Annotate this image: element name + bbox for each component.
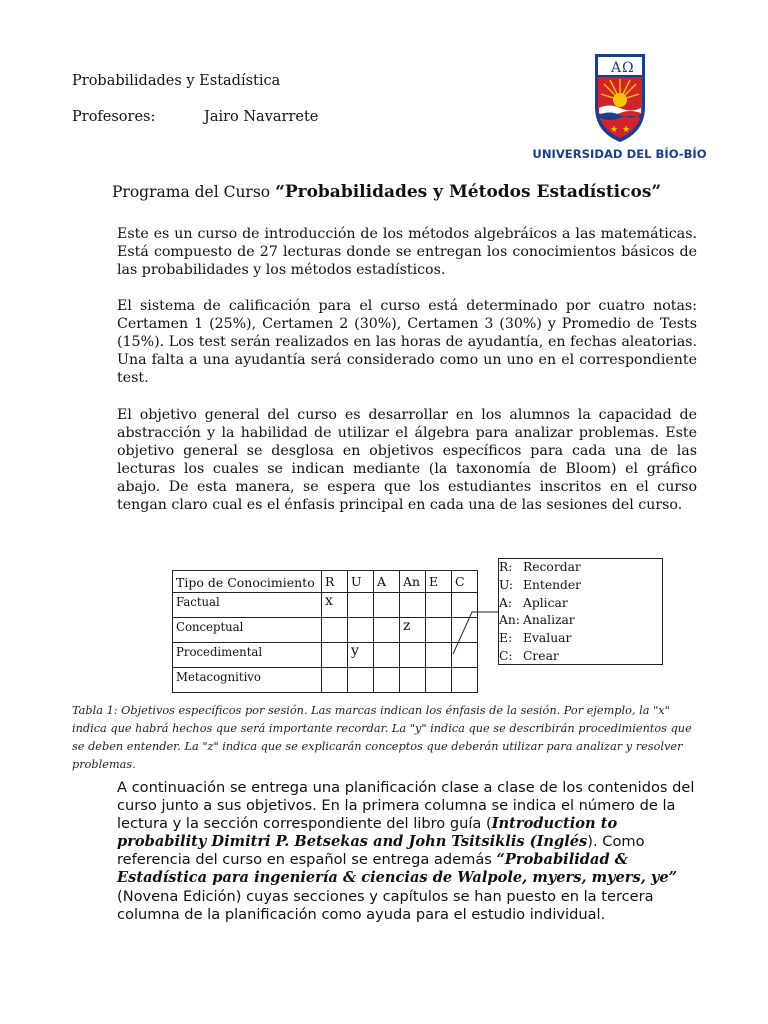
objective-paragraph: El objetivo general del curso es desarrollar en los alumnos la capacidad de abstracción y la habilidad de utilizar el álgebra para analizar problemas. Este objetivo general se desglosa en objetivos específicos para cada una de las lecturas los cuales se indican mediante (la taxonomía de Bloom) el gráfico abajo. De esta manera, se espera que los estudiantes inscritos en el curso tengan claro cual es el énfasis principal en cada una de las sesiones del curso. xyxy=(117,407,697,514)
row-label: Metacognitivo xyxy=(173,668,322,693)
shield-icon xyxy=(532,52,707,144)
table-cell xyxy=(322,618,348,643)
table-cell xyxy=(426,593,452,618)
table-cell xyxy=(400,593,426,618)
legend-value: Analizar xyxy=(523,613,575,628)
legend-box xyxy=(498,558,663,665)
legend-key: R: xyxy=(499,560,513,574)
program-title-prefix: Programa del Curso xyxy=(112,183,276,201)
program-title xyxy=(112,182,661,202)
table-row xyxy=(173,618,478,643)
legend-key: A: xyxy=(499,595,513,610)
row-label: Conceptual xyxy=(173,618,322,643)
legend-key: C: xyxy=(499,648,513,663)
table-cell xyxy=(374,618,400,643)
table-row xyxy=(173,643,478,668)
table-cell xyxy=(452,668,478,693)
legend-value: Aplicar xyxy=(523,595,568,610)
professor-name: Jairo Navarrete xyxy=(204,109,319,125)
row-label: Factual xyxy=(173,593,322,618)
planning-text: A continuación se entrega una planificación clase a clase de los contenidos del curso junto a sus objetivos. En la primera columna se indica el número de la lectura y la sección correspondiente del libro guía ( xyxy=(117,779,695,833)
legend-item xyxy=(499,595,662,613)
table-cell xyxy=(374,668,400,693)
row-label: Procedimental xyxy=(173,643,322,668)
guide-book-title: Introduction to probability Dimitri P. Betsekas and John Tsitsiklis (Inglés xyxy=(117,815,618,851)
legend-item xyxy=(499,630,662,648)
legend-item xyxy=(499,577,662,595)
table-cell: z xyxy=(400,618,426,643)
legend-item xyxy=(499,612,662,630)
table-cell: y xyxy=(348,643,374,668)
table-cell xyxy=(426,668,452,693)
legend-item xyxy=(499,648,662,666)
table-cell xyxy=(374,593,400,618)
planning-text: ). Como referencia del curso en español se entrega además xyxy=(117,833,645,869)
intro-paragraph: Este es un curso de introducción de los métodos algebráicos a las matemáticas. Está compuesto de 27 lecturas donde se entregan los conocimientos básicos de las probabilidades y los métodos estadísticos. xyxy=(117,226,697,279)
planning-paragraph xyxy=(117,779,697,924)
legend-value: Crear xyxy=(523,648,559,663)
table-cell xyxy=(348,668,374,693)
university-name: UNIVERSIDAD DEL BÍO-BÍO xyxy=(532,147,707,161)
svg-text:★: ★ xyxy=(610,125,619,135)
table-cell xyxy=(322,643,348,668)
university-logo xyxy=(532,52,707,164)
grading-paragraph: El sistema de calificación para el curso está determinado por cuatro notas: Certamen 1 (25%), Certamen 2 (30%), Certamen 3 (30%) y Promedio de Tests (15%). Los test serán realizados en las horas de ayudantía, en fechas aleatorias. Una falta a una ayudantía será considerado como un uno en el correspondiente test. xyxy=(117,298,697,387)
professors-label: Profesores: xyxy=(72,109,156,125)
table-header-cell: R xyxy=(322,571,348,593)
legend-value: Evaluar xyxy=(523,631,572,646)
table-cell xyxy=(348,618,374,643)
table-cell xyxy=(400,643,426,668)
table-row xyxy=(173,593,478,618)
table-cell xyxy=(348,593,374,618)
table-cell xyxy=(426,643,452,668)
table-header-cell: U xyxy=(348,571,374,593)
table-cell xyxy=(400,668,426,693)
course-name: Probabilidades y Estadística xyxy=(72,73,281,89)
svg-text:Ω: Ω xyxy=(622,60,634,76)
table-cell xyxy=(374,643,400,668)
table-cell xyxy=(426,618,452,643)
legend-value: Entender xyxy=(523,577,582,592)
planning-text: (Novena Edición) cuyas secciones y capítulos se han puesto en la tercera columna de la planificación como ayuda para el estudio individual. xyxy=(117,887,654,923)
legend-key: U: xyxy=(499,577,514,592)
table-header-cell: Tipo de Conocimiento xyxy=(173,571,322,593)
table-caption: Tabla 1: Objetivos específicos por sesión. Las marcas indican los énfasis de la sesión. Por ejemplo, la "x" indica que habrá hechos que será importante recordar. La "y" indica que se describirán procedimientos que se deben entender. La "z" indica que se explicarán conceptos que deberán utilizar para analizar y resolver problemas. xyxy=(72,704,692,771)
legend-connector-line xyxy=(452,608,502,658)
legend-item xyxy=(499,559,662,577)
knowledge-table xyxy=(172,570,478,693)
program-title-name: “Probabilidades y Métodos Estadísticos” xyxy=(275,182,662,202)
table-header-cell: A xyxy=(374,571,400,593)
table-cell xyxy=(322,668,348,693)
reference-book-title: “Probabilidad & Estadística para ingeniería & ciencias de Walpole, myers, myers, ye” xyxy=(117,851,678,887)
table-header-row xyxy=(173,571,478,593)
table-header-cell: An xyxy=(400,571,426,593)
table-header-cell: C xyxy=(452,571,478,593)
table-header-cell: E xyxy=(426,571,452,593)
legend-key: E: xyxy=(499,631,513,646)
legend-key: An: xyxy=(499,613,520,628)
table-row xyxy=(173,668,478,693)
table-cell: x xyxy=(322,593,348,618)
svg-text:A: A xyxy=(611,60,622,76)
svg-text:★: ★ xyxy=(622,125,631,135)
legend-value: Recordar xyxy=(523,560,581,574)
